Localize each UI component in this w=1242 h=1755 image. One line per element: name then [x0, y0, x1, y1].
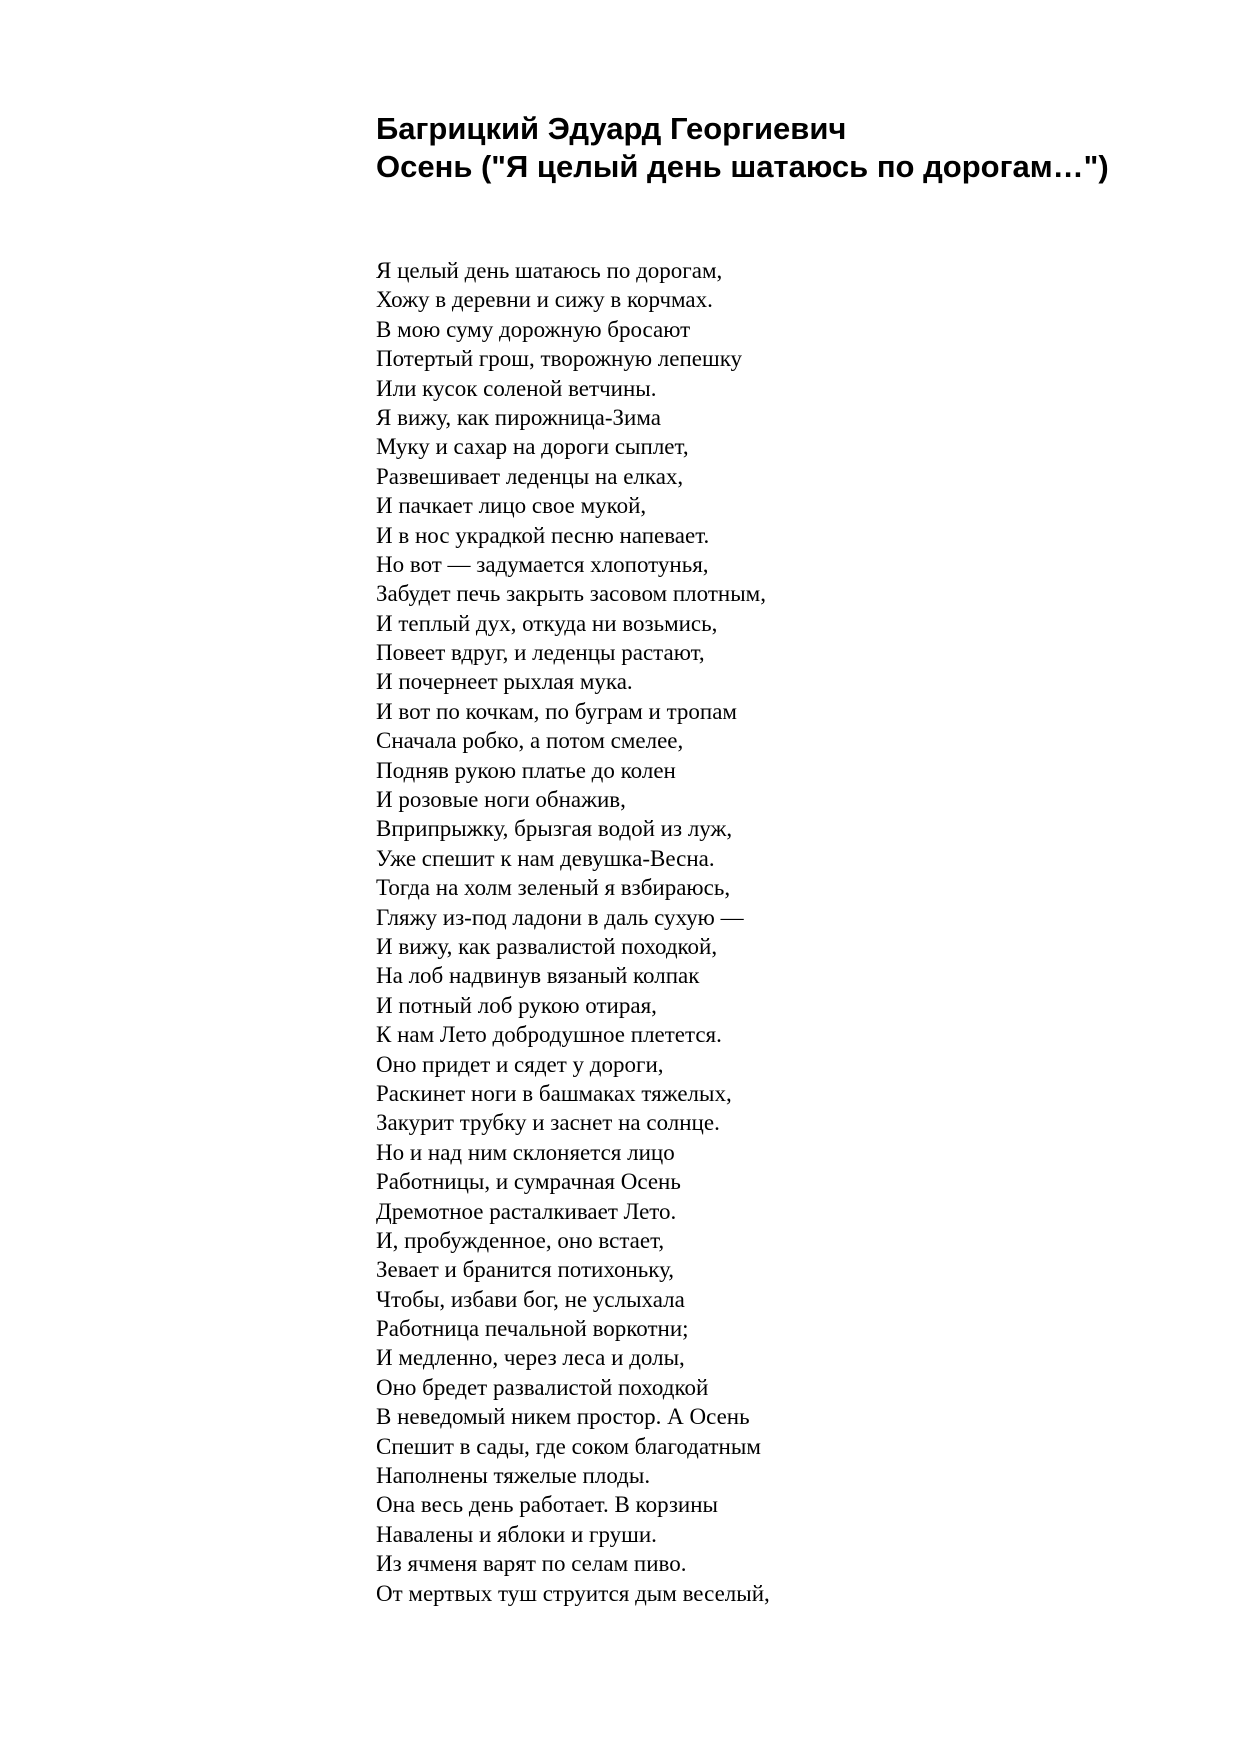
poem-body: [376, 256, 1196, 1608]
poem-line: В неведомый никем простор. А Осень: [376, 1404, 750, 1430]
poem-line: И в нос украдкой песню напевает.: [376, 522, 710, 548]
poem-line: Вприпрыжку, брызгая водой из луж,: [376, 816, 733, 842]
poem-line: Из ячменя варят по селам пиво.: [376, 1551, 687, 1577]
poem-line: Раскинет ноги в башмаках тяжелых,: [376, 1080, 732, 1106]
poem-line: В мою суму дорожную бросают: [376, 316, 691, 342]
poem-line: И потный лоб рукою отирая,: [376, 992, 657, 1018]
poem-line: К нам Лето добродушное плетется.: [376, 1022, 722, 1048]
poem-line: Развешивает леденцы на елках,: [376, 463, 684, 489]
poem-line: И розовые ноги обнажив,: [376, 787, 626, 813]
poem-line: Но вот — задумается хлопотунья,: [376, 551, 709, 577]
poem-line: Но и над ним склоняется лицо: [376, 1139, 675, 1165]
poem-line: И теплый дух, откуда ни возьмись,: [376, 610, 718, 636]
poem-line: Повеет вдруг, и леденцы растают,: [376, 640, 705, 666]
poem-title: Осень ("Я целый день шатаюсь по дорогам…"): [376, 149, 1109, 184]
poem-line: От мертвых туш струится дым веселый,: [376, 1580, 770, 1606]
poem-line: Чтобы, избави бог, не услыхала: [376, 1286, 685, 1312]
poem-line: И вот по кочкам, по буграм и тропам: [376, 698, 737, 724]
poem-line: Закурит трубку и заснет на солнце.: [376, 1110, 720, 1136]
author-name: Багрицкий Эдуард Георгиевич: [376, 111, 847, 146]
poem-line: Оно бредет развалистой походкой: [376, 1374, 709, 1400]
poem-line: Тогда на холм зеленый я взбираюсь,: [376, 875, 731, 901]
poem-line: Я вижу, как пирожница-Зима: [376, 404, 661, 430]
poem-line: Я целый день шатаюсь по дорогам,: [376, 258, 723, 283]
poem-line: Оно придет и сядет у дороги,: [376, 1051, 664, 1077]
poem-line: Наполнены тяжелые плоды.: [376, 1463, 651, 1489]
poem-line: Или кусок соленой ветчины.: [376, 375, 657, 401]
poem-line: Навалены и яблоки и груши.: [376, 1521, 657, 1547]
poem-line: Дремотное расталкивает Лето.: [376, 1198, 677, 1224]
poem-line: Работницы, и сумрачная Осень: [376, 1169, 681, 1195]
poem-line: И медленно, через леса и долы,: [376, 1345, 685, 1371]
poem-line: Она весь день работает. В корзины: [376, 1492, 719, 1518]
poem-line: На лоб надвинув вязаный колпак: [376, 963, 700, 989]
poem-line: Забудет печь закрыть засовом плотным,: [376, 581, 766, 607]
poem-line: Подняв рукою платье до колен: [376, 757, 676, 783]
poem-line: И вижу, как развалистой походкой,: [376, 933, 718, 959]
poem-line: Зевает и бранится потихоньку,: [376, 1257, 675, 1283]
poem-line: Работница печальной воркотни;: [376, 1316, 689, 1342]
poem-line: Потертый грош, творожную лепешку: [376, 346, 743, 372]
poem-line: Муку и сахар на дороги сыплет,: [376, 434, 689, 460]
poem-line: Хожу в деревни и сижу в корчмах.: [376, 287, 713, 313]
document-heading: [316, 110, 1176, 186]
poem-line: И почернеет рыхлая мука.: [376, 669, 633, 695]
poem-line: Сначала робко, а потом смелее,: [376, 728, 684, 754]
poem-line: Спешит в сады, где соком благодатным: [376, 1433, 761, 1459]
poem-line: Уже спешит к нам девушка-Весна.: [376, 845, 715, 871]
poem-line: Гляжу из-под ладони в даль сухую —: [376, 904, 744, 930]
poem-line: И, пробужденное, оно встает,: [376, 1227, 665, 1253]
poem-line: И пачкает лицо свое мукой,: [376, 493, 647, 519]
